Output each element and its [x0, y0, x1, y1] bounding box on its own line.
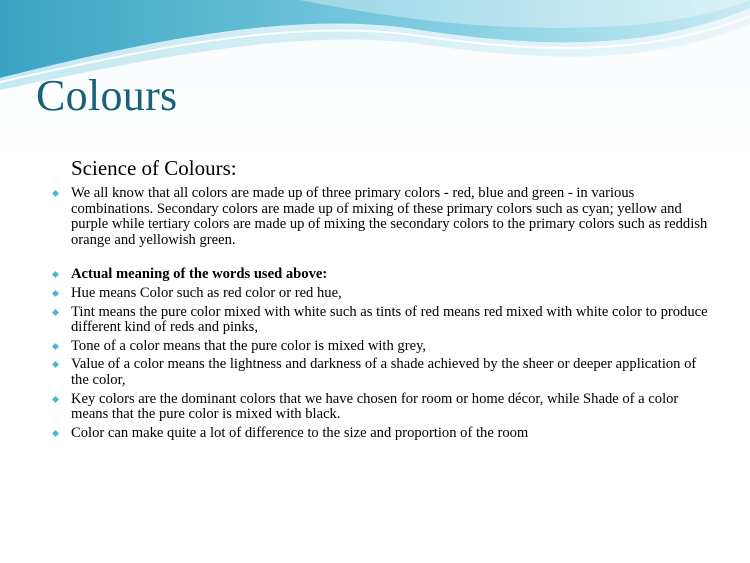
bullet-item — [50, 392, 715, 423]
bullet-text: Hue means Color such as red color or red hue, — [71, 284, 342, 301]
bullet-item — [50, 267, 715, 283]
bullet-item — [50, 426, 715, 442]
bullet-text-bold: Actual meaning of the words used above: — [71, 266, 328, 283]
bullet-icon — [52, 430, 59, 437]
bullet-icon — [52, 190, 59, 197]
slide-subheading: Science of Colours: — [71, 156, 237, 180]
bullet-text: Tint means the pure color mixed with white such as tints of red means red mixed with white color to produce different kind of reds and pinks, — [71, 303, 708, 336]
bullet-text: Key colors are the dominant colors that we have chosen for room or home décor, while Shade of a color means that the pure color is mixed with black. — [71, 390, 679, 423]
bullet-icon — [52, 396, 59, 403]
slide-title: Colours — [36, 71, 178, 120]
bullet-icon — [52, 361, 59, 368]
bullet-text: Value of a color means the lightness and darkness of a shade achieved by the sheer or deeper application of the color, — [71, 356, 697, 388]
bullet-icon — [52, 290, 59, 297]
bullet-list — [50, 186, 715, 444]
bullet-item — [50, 357, 715, 388]
bullet-text: Tone of a color means that the pure color is mixed with grey, — [71, 337, 427, 354]
bullet-item — [50, 305, 715, 336]
bullet-text: We all know that all colors are made up of three primary colors - red, blue and green - in various combinations. Secondary colors are made up of mixing of these primary colors such as cyan; yellow and purple while tertiary colors are made up of mixing the secondary colors to the primary colors such as reddish orange and yellowish green. — [71, 185, 708, 248]
bullet-icon — [52, 271, 59, 278]
bullet-icon — [52, 343, 59, 350]
bullet-item — [50, 339, 715, 355]
bullet-icon — [52, 309, 59, 316]
bullet-item — [50, 286, 715, 302]
bullet-item — [50, 186, 715, 248]
bullet-text: Color can make quite a lot of difference to the size and proportion of the room — [71, 424, 529, 441]
